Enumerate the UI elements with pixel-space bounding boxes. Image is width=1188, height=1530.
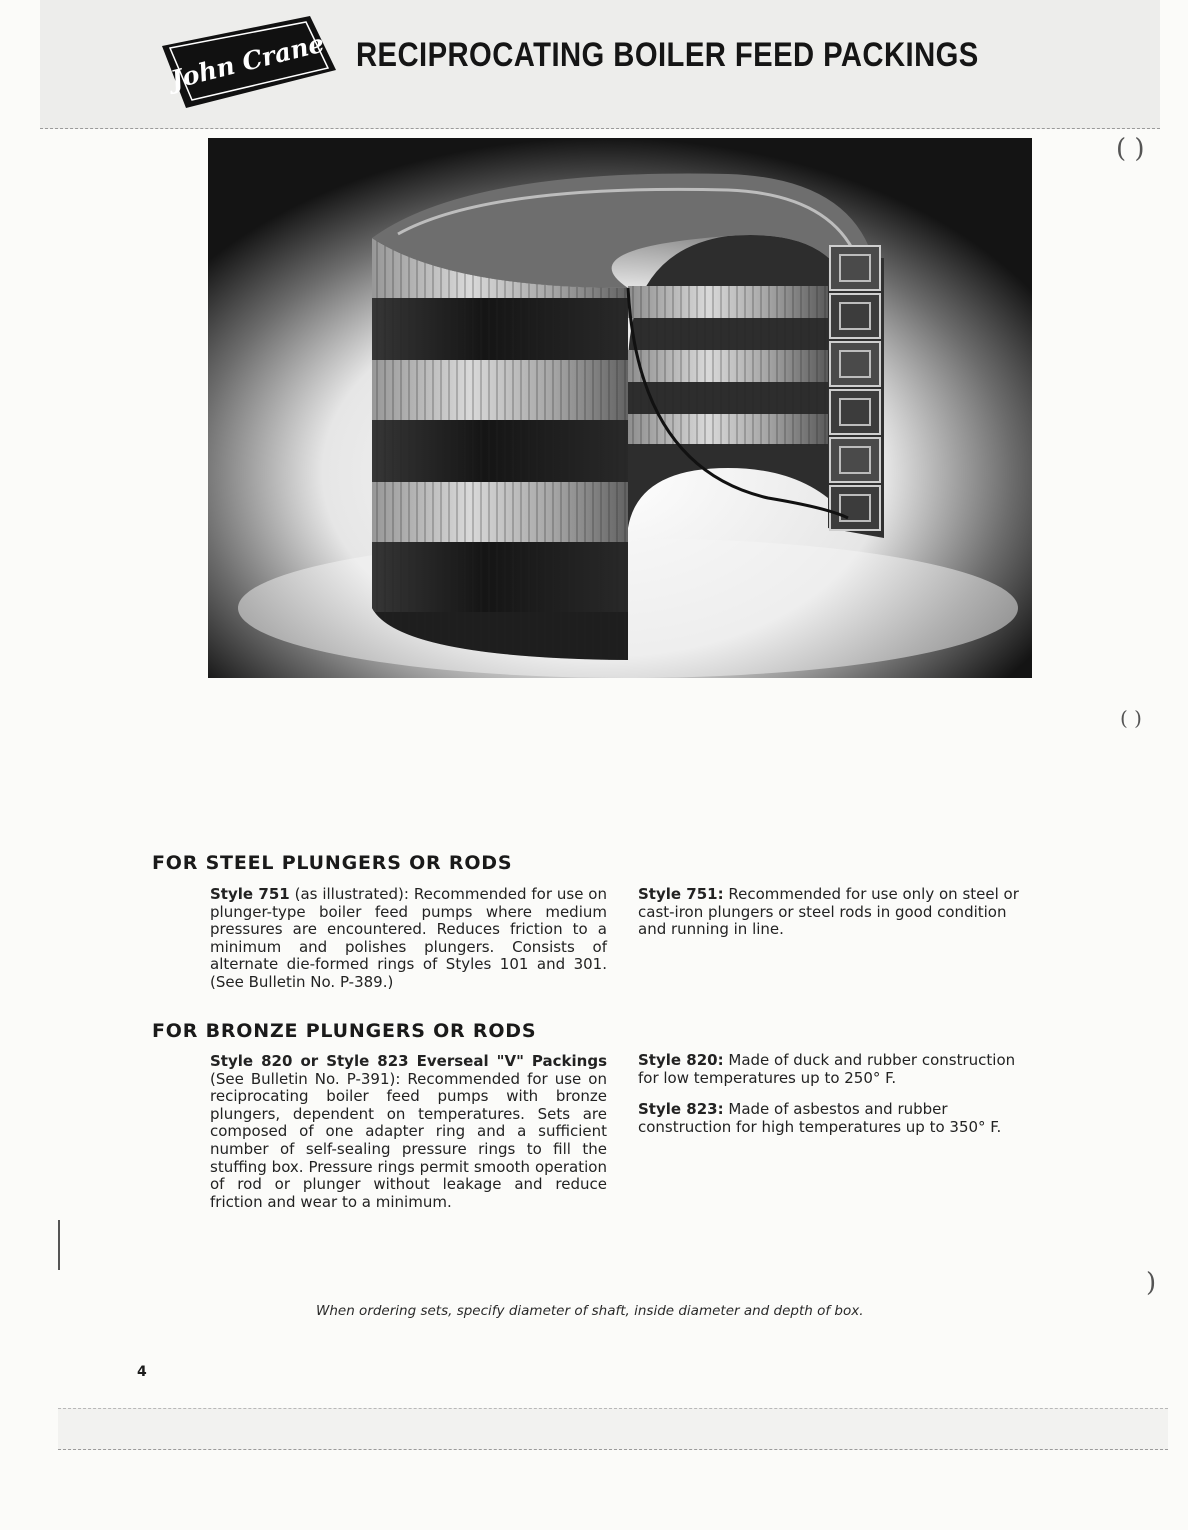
bronze-right-paragraph-820	[638, 1052, 1034, 1087]
bronze-right-paragraph-823	[638, 1101, 1034, 1136]
bronze-left-text: (See Bulletin No. P-391): Recommended for use on reciprocating boiler feed pumps with bronze plungers, dependent on temperatures. Sets are composed of one adapter ring and a sufficient number of self-sealing pressure rings to fill the stuffing box. Pressure rings permit smooth operation of rod or plunger without leakage and reduce friction and wear to a minimum.	[210, 1069, 607, 1211]
bronze-right-text-820: Made of duck and rubber construction for low temperatures up to 250° F.	[638, 1051, 1016, 1087]
bronze-right-text-823: Made of asbestos and rubber construction for high temperatures up to 350° F.	[638, 1100, 1002, 1136]
bronze-right-lead-823: Style 823:	[638, 1100, 724, 1118]
ordering-note: When ordering sets, specify diameter of shaft, inside diameter and depth of box.	[316, 1303, 864, 1319]
page-title: RECIPROCATING BOILER FEED PACKINGS	[356, 36, 979, 74]
left-margin-rule	[58, 1220, 60, 1270]
margin-mark-bottom: )	[1146, 1268, 1157, 1298]
footer-band	[58, 1408, 1168, 1450]
bronze-left-paragraph	[210, 1053, 607, 1211]
packing-rings-photo-icon	[208, 138, 1032, 678]
margin-mark-top: ( )	[1116, 134, 1145, 164]
page-number: 4	[137, 1364, 147, 1380]
section-heading-bronze: FOR BRONZE PLUNGERS OR RODS	[152, 1020, 537, 1042]
section-heading-steel: FOR STEEL PLUNGERS OR RODS	[152, 852, 513, 874]
steel-right-paragraph	[638, 886, 1034, 939]
margin-mark-middle: ( )	[1120, 706, 1142, 730]
steel-left-paragraph	[210, 886, 607, 992]
steel-right-lead: Style 751:	[638, 885, 724, 903]
steel-left-text: (as illustrated): Recommended for use on plunger-type boiler feed pumps where medium pressures are encountered. Reduces friction to a minimum and polishes plungers. Consists of alternate die-formed rings of Styles 101 and 301. (See Bulletin No. P-389.)	[210, 885, 607, 991]
bronze-left-lead: Style 820 or Style 823 Everseal "V" Packings	[210, 1052, 607, 1070]
steel-left-lead: Style 751	[210, 885, 290, 903]
bronze-right-lead-820: Style 820:	[638, 1051, 724, 1069]
steel-right-text: Recommended for use only on steel or cast-iron plungers or steel rods in good condition and running in line.	[638, 885, 1019, 939]
john-crane-logo	[160, 12, 338, 112]
logo-text: John Crane	[167, 28, 328, 95]
